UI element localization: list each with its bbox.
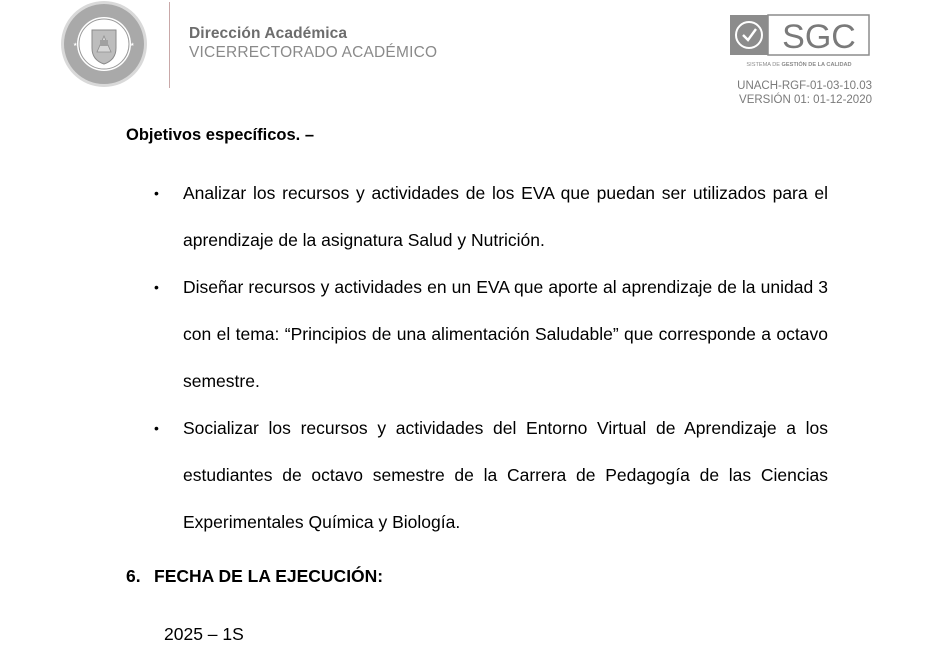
university-seal-logo xyxy=(55,0,153,90)
department-title: Dirección Académica xyxy=(189,25,348,42)
objective-item xyxy=(152,170,828,264)
header-divider xyxy=(169,2,170,88)
sgc-tagline-bold: GESTIÓN DE LA CALIDAD xyxy=(781,62,852,68)
section-title: FECHA DE LA EJECUCIÓN: xyxy=(154,566,384,586)
vice-rectorate-title: VICERRECTORADO ACADÉMICO xyxy=(189,44,438,61)
bullet-marker: • xyxy=(154,420,159,436)
svg-text:SISTEMA DE GESTIÓN DE LA CALID xyxy=(746,60,851,68)
svg-text:★: ★ xyxy=(73,42,78,48)
section-number: 6. xyxy=(126,566,141,586)
document-code-block xyxy=(737,79,872,107)
objectives-heading: Objetivos específicos. – xyxy=(126,126,314,144)
objective-text: Socializar los recursos y actividades del Entorno Virtual de Aprendizaje a los estudiantes de octavo semestre de la Carrera de Pedagogía de las Ciencias Experimentales Química y Biología. xyxy=(183,418,828,532)
document-header xyxy=(0,0,938,115)
section-6-heading xyxy=(126,566,383,587)
bullet-marker: • xyxy=(154,279,159,295)
sgc-acronym: SGC xyxy=(782,18,856,56)
sgc-quality-logo xyxy=(729,14,870,72)
svg-text:★: ★ xyxy=(130,42,135,48)
objectives-list xyxy=(152,170,828,546)
objective-item xyxy=(152,264,828,405)
objective-text: Diseñar recursos y actividades en un EVA que aporte al aprendizaje de la unidad 3 con el tema: “Principios de una alimentación Saludable” que corresponde a octavo semestre. xyxy=(183,277,828,391)
document-code: UNACH-RGF-01-03-10.03 xyxy=(737,80,872,92)
objective-item xyxy=(152,405,828,546)
objective-text: Analizar los recursos y actividades de los EVA que puedan ser utilizados para el aprendizaje de la asignatura Salud y Nutrición. xyxy=(183,183,828,250)
document-version: VERSIÓN 01: 01-12-2020 xyxy=(739,94,872,106)
bullet-marker: • xyxy=(154,185,159,201)
sgc-tagline-light: SISTEMA DE xyxy=(746,62,782,68)
execution-date: 2025 – 1S xyxy=(164,624,244,644)
